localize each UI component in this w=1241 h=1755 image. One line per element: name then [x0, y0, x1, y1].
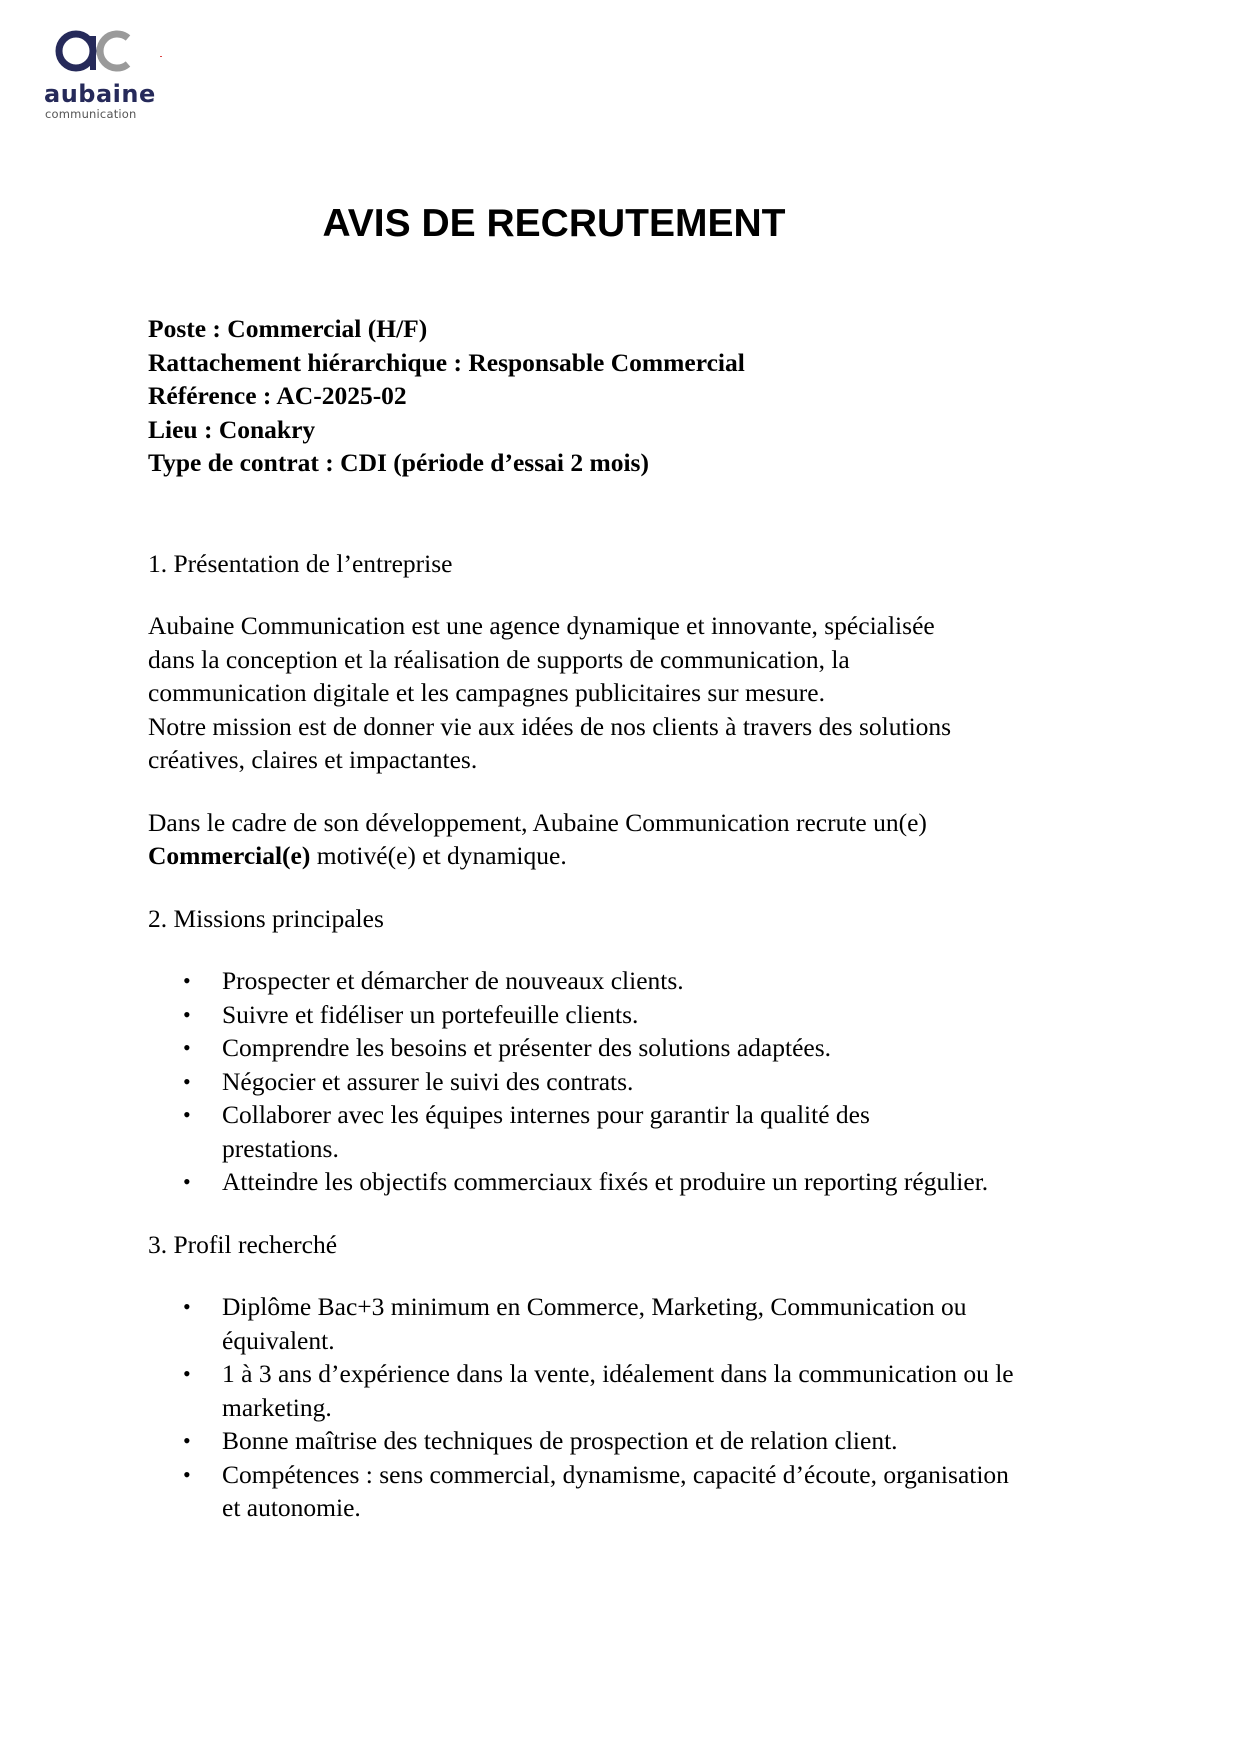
list-item: • Négocier et assurer le suivi des contrats.	[222, 1065, 1078, 1099]
document-body	[148, 312, 1078, 1525]
meta-reference: Référence : AC-2025-02	[148, 381, 407, 410]
section1-paragraph1	[148, 609, 1078, 777]
paragraph-rest: motivé(e) et dynamique.	[310, 841, 567, 870]
list-item: • Collaborer avec les équipes internes pour garantir la qualité des prestations.	[222, 1098, 982, 1165]
list-item: • Bonne maîtrise des techniques de prospection et de relation client.	[222, 1424, 1078, 1458]
meta-rattachement: Rattachement hiérarchique : Responsable Commercial	[148, 347, 745, 377]
logo-c-arc	[100, 34, 128, 68]
list-item: • Comprendre les besoins et présenter des solutions adaptées.	[222, 1031, 1078, 1065]
job-meta	[148, 312, 1078, 480]
logo-subtitle: communication	[45, 107, 137, 121]
logo-a-ring	[59, 34, 93, 68]
paragraph-line	[148, 839, 1078, 873]
logo-dot-decoration	[160, 56, 162, 57]
section1-heading: 1. Présentation de l’entreprise	[148, 548, 453, 578]
section1-paragraph2	[148, 806, 1078, 873]
paragraph-line: communication digitale et les campagnes publicitaires sur mesure.	[148, 678, 825, 707]
paragraph-line: Dans le cadre de son développement, Aubaine Communication recrute un(e)	[148, 807, 927, 837]
paragraph-line: Notre mission est de donner vie aux idées de nos clients à travers des solutions	[148, 711, 952, 741]
section3-heading: 3. Profil recherché	[148, 1229, 338, 1259]
paragraph-line: Aubaine Communication est une agence dynamique et innovante, spécialisée	[148, 611, 935, 640]
list-item: • Diplôme Bac+3 minimum en Commerce, Marketing, Communication ou équivalent.	[222, 1290, 1082, 1357]
logo-wordmark: aubaine	[44, 80, 156, 108]
meta-contrat: Type de contrat : CDI (période d’essai 2 mois)	[148, 448, 649, 477]
list-item: • Compétences : sens commercial, dynamisme, capacité d’écoute, organisation et autonomie.	[222, 1458, 1012, 1525]
meta-poste: Poste : Commercial (H/F)	[148, 314, 428, 343]
section2-heading: 2. Missions principales	[148, 903, 384, 933]
page-title: AVIS DE RECRUTEMENT	[322, 202, 786, 246]
list-item: • 1 à 3 ans d’expérience dans la vente, idéalement dans la communication ou le marketing.	[222, 1357, 1072, 1424]
missions-list	[148, 964, 1078, 1199]
list-item: • Atteindre les objectifs commerciaux fixés et produire un reporting régulier.	[222, 1165, 1022, 1199]
paragraph-line: créatives, claires et impactantes.	[148, 745, 478, 774]
list-item: • Suivre et fidéliser un portefeuille clients.	[222, 998, 1078, 1032]
profile-list	[148, 1290, 1078, 1525]
meta-lieu: Lieu : Conakry	[148, 414, 316, 444]
list-item: • Prospecter et démarcher de nouveaux clients.	[222, 964, 1078, 998]
bold-role: Commercial(e)	[148, 841, 311, 870]
paragraph-line: dans la conception et la réalisation de supports de communication, la	[148, 644, 850, 674]
